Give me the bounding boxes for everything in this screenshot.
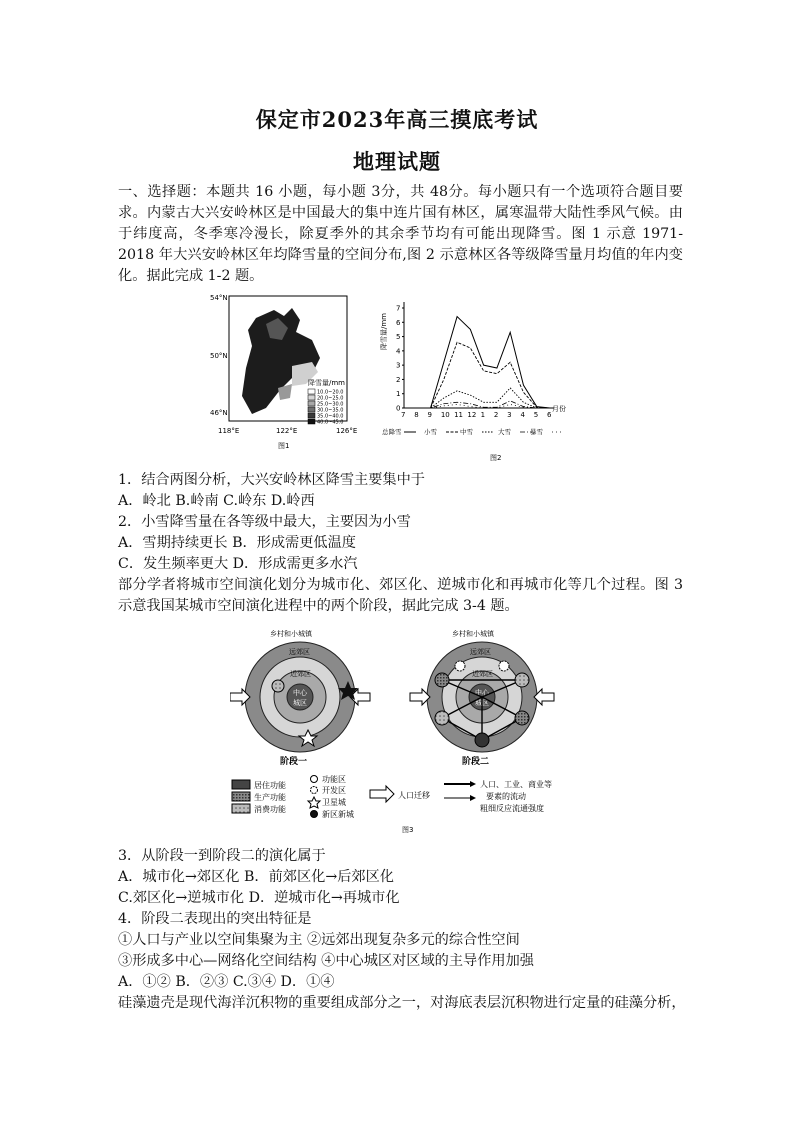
fig1-legend-label-5: 40.0~45.0	[317, 419, 344, 426]
question-1-options: A．岭北 B.岭南 C.岭东 D.岭西	[118, 493, 315, 509]
fig1-lat-46: 46°N	[210, 409, 228, 417]
fig1-legend-label-3: 30.0~35.0	[317, 407, 344, 414]
figure-3-diagram	[230, 626, 590, 838]
stage1-label: 阶段一	[280, 757, 308, 767]
fig2-xtick-label-7: 2	[493, 411, 499, 419]
fig2-series-line-1	[404, 342, 550, 408]
fig1-legend-swatch-4	[308, 413, 315, 418]
fig3-caption: 图3	[402, 826, 414, 834]
fig2-xtick-label-3: 10	[440, 411, 450, 419]
stage1-outer-label: 远郊区	[289, 648, 310, 656]
legend-flow-3: 粗细反应流通强度	[480, 804, 544, 813]
fig1-legend-swatch-0	[308, 389, 315, 394]
fig2-legend-label-1: 小雪	[424, 428, 437, 436]
fig3-legend	[232, 774, 552, 819]
fig2-ytick-label-3: 3	[396, 361, 401, 370]
fig2-xtick-label-6: 1	[480, 411, 486, 419]
question-4: 4．阶段二表现出的突出特征是	[118, 911, 312, 927]
legend-production: 生产功能	[254, 793, 286, 802]
question-2-options-ab: A．雪期持续更长 B．形成需更低温度	[118, 535, 356, 551]
fig1-legend-label-1: 20.0~25.0	[317, 395, 344, 402]
fig2-legend-label-0: 总降雪	[382, 428, 402, 436]
legend-migration: 人口迁移	[398, 791, 430, 800]
stage2-outer-label: 远郊区	[470, 648, 491, 656]
question-3-options-ab: A．城市化→郊区化 B．前郊区化→后郊区化	[118, 869, 394, 885]
fig1-legend-swatch-1	[308, 395, 315, 400]
fig2-xtick-label-11: 6	[547, 411, 552, 419]
stage1-center-2: 城区	[293, 699, 307, 707]
stage1-rural-label: 乡村和小城镇	[270, 630, 312, 638]
fig1-lon-118: 118°E	[218, 427, 240, 435]
fig1-legend-label-2: 25.0~30.0	[317, 401, 344, 408]
stage2-rural-label: 乡村和小城镇	[452, 630, 494, 638]
next-passage-start: 硅藻遗壳是现代海洋沉积物的重要组成部分之一，对海底表层沉积物进行定量的硅藻分析，	[118, 995, 686, 1011]
legend-dev-zone: 开发区	[322, 786, 346, 795]
stage2-center-1: 中心	[475, 689, 489, 697]
question-4-options: A．①② B．②③ C.③④ D．①④	[118, 974, 335, 990]
question-2: 2．小雪降雪量在各等级中最大，主要因为小雪	[118, 514, 411, 530]
figure-1-map	[196, 288, 366, 460]
fig1-legend-label-0: 10.0~20.0	[317, 389, 344, 396]
fig2-xtick-label-8: 3	[507, 411, 512, 419]
fig2-ytick-label-7: 7	[396, 304, 401, 313]
legend-flow-2: 要素的流动	[486, 792, 526, 801]
fig2-legend-label-4: 暴雪	[530, 428, 543, 436]
fig1-lon-122: 122°E	[276, 427, 298, 435]
section-intro: 一、选择题：本题共 16 小题，每小题 3分，共 48分。每小题只有一个选项符合题目要求。内蒙古大兴安岭林区是中国最大的集中连片国有林区，属寒温带大陆性季风气候。由于纬度高，冬季寒冷漫长，除夏季外的其余季节均有可能出现降雪。图 1 示意 1971-2018 年大兴安岭林区年均降雪量的空间分布,图 2 示意林区各等级降雪量月均值的年内变化。据此完成 1-2 题。	[118, 184, 683, 284]
fig1-legend-label-4: 35.0~40.0	[317, 413, 344, 420]
fig2-xlabel: 月份	[552, 405, 566, 413]
fig2-xtick-label-10: 5	[533, 411, 539, 419]
exam-subtitle: 地理试题	[353, 149, 441, 174]
legend-consumption: 消费功能	[254, 805, 286, 814]
fig1-lat-50: 50°N	[210, 352, 228, 360]
legend-residential: 居住功能	[254, 781, 286, 790]
fig2-caption: 图2	[490, 454, 502, 462]
fig2-legend-label-3: 大雪	[498, 428, 511, 436]
stage1-inner-label: 近郊区	[290, 670, 311, 678]
exam-title: 保定市2023年高三摸底考试	[255, 107, 539, 132]
fig2-xtick-label-2: 9	[427, 411, 433, 419]
fig2-ytick-label-2: 2	[396, 375, 401, 384]
figure-2-chart	[380, 292, 580, 464]
question-4-statements-12: ①人口与产业以空间集聚为主 ②远郊出现复杂多元的综合性空间	[118, 932, 520, 948]
fig1-legend-title: 降雪量/mm	[308, 379, 345, 387]
stage2-label: 阶段二	[462, 757, 490, 767]
fig1-lat-54: 54°N	[210, 294, 228, 302]
fig2-ytick-label-4: 4	[396, 347, 401, 356]
fig1-legend-swatch-2	[308, 401, 315, 406]
legend-flow-1: 人口、工业、商业等	[480, 780, 552, 789]
fig2-legend-label-2: 中雪	[460, 428, 473, 436]
fig1-caption: 图1	[278, 442, 290, 450]
fig2-xtick-label-0: 7	[401, 411, 406, 419]
stage-1-diagram	[230, 629, 370, 767]
section-intro-2: 部分学者将城市空间演化划分为城市化、郊区化、逆城市化和再城市化等几个过程。图 3 示意我国某城市空间演化进程中的两个阶段，据此完成 3-4 题。	[118, 577, 683, 614]
stage2-center-2: 城区	[475, 699, 489, 707]
fig2-ytick-label-0: 0	[396, 404, 401, 413]
fig2-series-line-4	[404, 404, 550, 408]
question-3: 3．从阶段一到阶段二的演化属于	[118, 848, 326, 864]
fig2-xtick-label-9: 4	[520, 411, 525, 419]
legend-satellite: 卫星城	[322, 798, 346, 807]
fig1-legend-swatch-5	[308, 419, 315, 424]
question-1: 1．结合两图分析，大兴安岭林区降雪主要集中于	[118, 472, 425, 488]
stage-2-diagram	[410, 629, 554, 767]
fig2-ytick-label-1: 1	[396, 390, 401, 399]
question-4-statements-34: ③形成多中心—网络化空间结构 ④中心城区对区域的主导作用加强	[118, 953, 534, 969]
fig2-ytick-label-5: 5	[396, 333, 401, 342]
fig1-legend-swatch-3	[308, 407, 315, 412]
fig2-xtick-label-5: 12	[467, 411, 477, 419]
fig2-series-line-0	[404, 317, 550, 408]
fig1-lon-126: 126°E	[336, 427, 358, 435]
stage1-center-1: 中心	[293, 689, 307, 697]
legend-func-zone: 功能区	[322, 775, 346, 784]
stage1-func-zone	[272, 680, 284, 692]
legend-new-town: 新区新城	[322, 810, 354, 819]
fig2-xtick-label-4: 11	[454, 411, 464, 419]
question-3-options-cd: C.郊区化→逆城市化 D．逆城市化→再城市化	[118, 890, 400, 906]
fig2-ytick-label-6: 6	[396, 318, 401, 327]
fig2-ylabel: 降雪量/mm	[380, 313, 388, 350]
stage2-inner-label: 近郊区	[472, 670, 493, 678]
question-2-options-cd: C．发生频率更大 D．形成需更多水汽	[118, 556, 358, 572]
fig2-xtick-label-1: 8	[414, 411, 419, 419]
